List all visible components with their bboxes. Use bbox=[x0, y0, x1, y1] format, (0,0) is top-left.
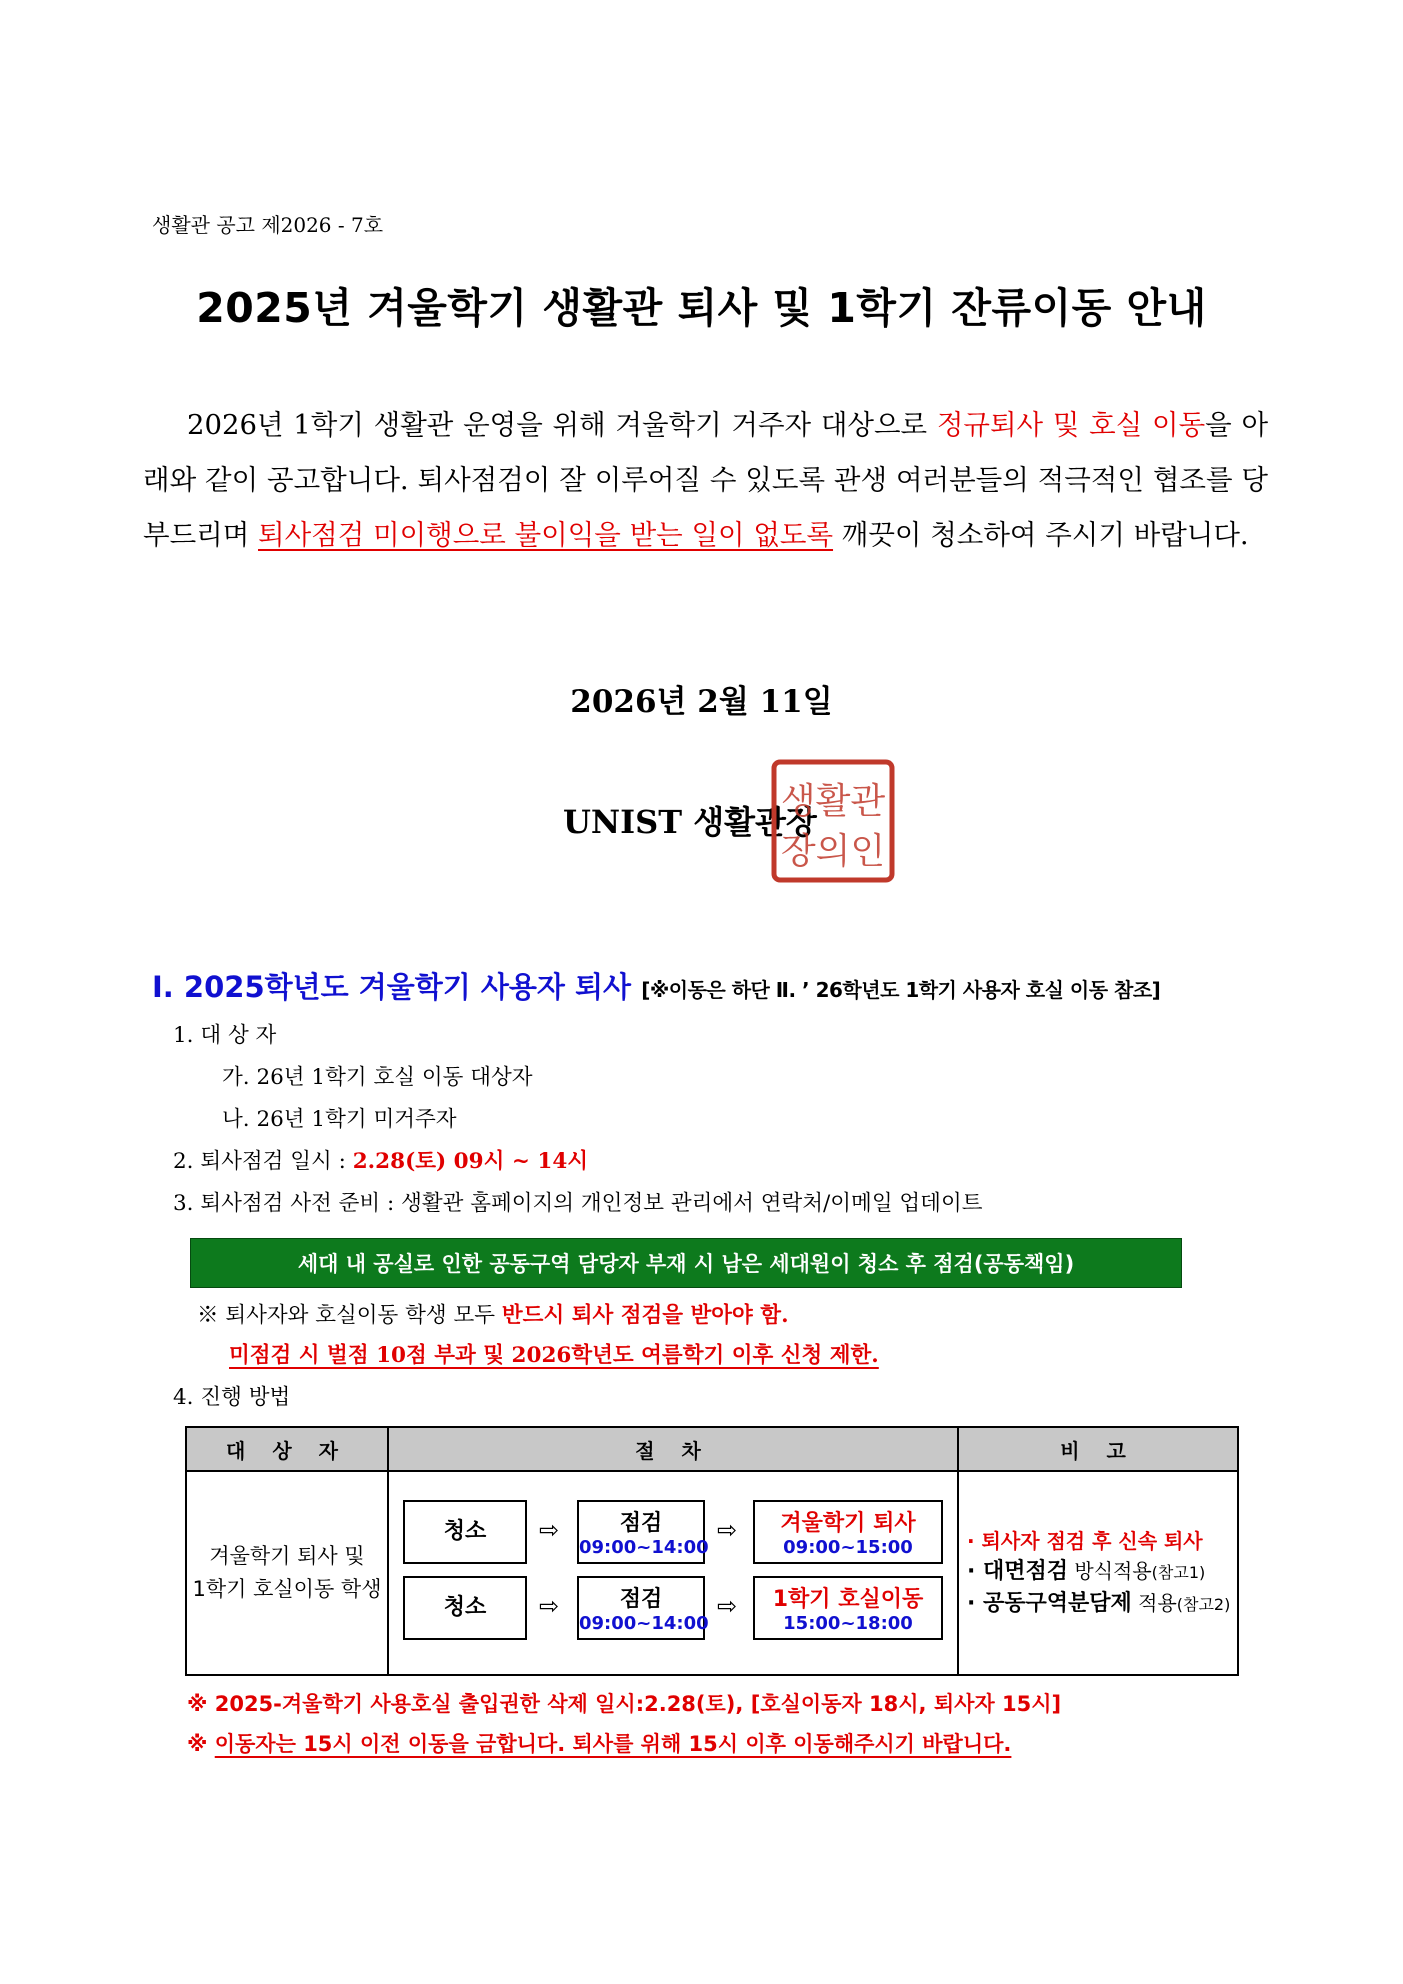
table-row bbox=[186, 1471, 1238, 1675]
remark-2: · 대면점검 방식적용(참고1) bbox=[967, 1559, 1206, 1584]
target-item-a: 가. 26년 1학기 호실 이동 대상자 bbox=[222, 1065, 533, 1090]
table-header-target: 대 상 자 bbox=[186, 1427, 388, 1471]
step-final-2: 1학기 호실이동 15:00~18:00 bbox=[753, 1576, 943, 1640]
green-notice-banner: 세대 내 공실로 인한 공동구역 담당자 부재 시 남은 세대원이 청소 후 점검(공동책임) bbox=[190, 1238, 1182, 1288]
target-line-2: 1학기 호실이동 학생 bbox=[192, 1577, 382, 1601]
seal-text-line-2: 장의인 bbox=[780, 831, 886, 872]
step-clean-1: 청소 bbox=[403, 1500, 527, 1564]
step-clean-2: 청소 bbox=[403, 1576, 527, 1640]
target-line-1: 겨울학기 퇴사 및 bbox=[209, 1544, 365, 1568]
notice-number: 생활관 공고 제2026 - 7호 bbox=[152, 213, 384, 237]
warning-line-1 bbox=[197, 1298, 789, 1329]
arrow-right-icon: ⇨ bbox=[539, 1516, 560, 1544]
step-check-1: 점검 09:00~14:00 bbox=[577, 1500, 705, 1564]
warning-1-emphasis: 반드시 퇴사 점검을 받아야 함. bbox=[501, 1303, 789, 1328]
official-seal bbox=[770, 758, 896, 884]
seal-text-line-1: 생활관 bbox=[780, 781, 886, 822]
intro-part1: 2026년 1학기 생활관 운영을 위해 겨울학기 거주자 대상으로 bbox=[187, 409, 937, 441]
remark-1: · 퇴사자 점검 후 신속 퇴사 bbox=[967, 1529, 1203, 1553]
step-final-1: 겨울학기 퇴사 09:00~15:00 bbox=[753, 1500, 943, 1564]
method-heading: 4. 진행 방법 bbox=[173, 1385, 291, 1410]
inspection-date-label: 2. 퇴사점검 일시 : bbox=[173, 1149, 353, 1174]
inspection-date-value: 2.28(토) 09시 ~ 14시 bbox=[352, 1149, 589, 1174]
target-cell bbox=[186, 1471, 388, 1675]
table-header-row bbox=[186, 1427, 1238, 1471]
step-check-2: 점검 09:00~14:00 bbox=[577, 1576, 705, 1640]
table-header-procedure: 절 차 bbox=[388, 1427, 958, 1471]
intro-highlight-2: 퇴사점검 미이행으로 불이익을 받는 일이 없도록 bbox=[258, 519, 834, 551]
arrow-right-icon: ⇨ bbox=[539, 1592, 560, 1620]
warning-1-prefix: ※ 퇴사자와 호실이동 학생 모두 bbox=[197, 1303, 502, 1328]
signer: UNIST 생활관장 bbox=[563, 803, 817, 841]
section-1-note: [※이동은 하단 Ⅱ. ’ 26학년도 1학기 사용자 호실 이동 참조] bbox=[641, 978, 1161, 1002]
footnote-1: ※ 2025-겨울학기 사용호실 출입권한 삭제 일시:2.28(토), [호실이동자 18시, 퇴사자 15시] bbox=[187, 1692, 1062, 1716]
notice-date: 2026년 2월 11일 bbox=[570, 684, 833, 720]
procedure-table bbox=[185, 1426, 1239, 1676]
intro-part3: 깨끗이 청소하여 주시기 바랍니다. bbox=[833, 519, 1249, 551]
footnote-2: ※ 이동자는 15시 이전 이동을 금합니다. 퇴사를 위해 15시 이후 이동해주시기 바랍니다. bbox=[187, 1732, 1012, 1756]
inspection-date bbox=[173, 1144, 588, 1175]
remark-3: · 공동구역분담제 적용(참고2) bbox=[967, 1591, 1231, 1616]
table-header-remarks: 비 고 bbox=[958, 1427, 1238, 1471]
page-title: 2025년 겨울학기 생활관 퇴사 및 1학기 잔류이동 안내 bbox=[196, 284, 1207, 332]
intro-highlight-1: 정규퇴사 및 호실 이동 bbox=[936, 409, 1206, 441]
intro-part2: 을 아래와 같이 공고합니다. 퇴사점검이 잘 이루어질 수 있도록 관생 여러분들의 적극적인 협조를 당부드리며 bbox=[143, 409, 1269, 551]
arrow-right-icon: ⇨ bbox=[717, 1516, 738, 1544]
section-1-title: Ⅰ. 2025학년도 겨울학기 사용자 퇴사 bbox=[152, 970, 632, 1004]
remarks-cell bbox=[958, 1471, 1238, 1675]
arrow-right-icon: ⇨ bbox=[717, 1592, 738, 1620]
procedure-cell bbox=[388, 1471, 958, 1675]
target-item-b: 나. 26년 1학기 미거주자 bbox=[222, 1107, 457, 1132]
warning-line-2: 미점검 시 벌점 10점 부과 및 2026학년도 여름학기 이후 신청 제한. bbox=[229, 1343, 879, 1368]
section-1-heading bbox=[152, 965, 1160, 1006]
preparation-item: 3. 퇴사점검 사전 준비 : 생활관 홈페이지의 개인정보 관리에서 연락처/이메일 업데이트 bbox=[173, 1191, 983, 1216]
intro-paragraph bbox=[143, 398, 1268, 563]
target-heading: 1. 대 상 자 bbox=[173, 1023, 277, 1048]
